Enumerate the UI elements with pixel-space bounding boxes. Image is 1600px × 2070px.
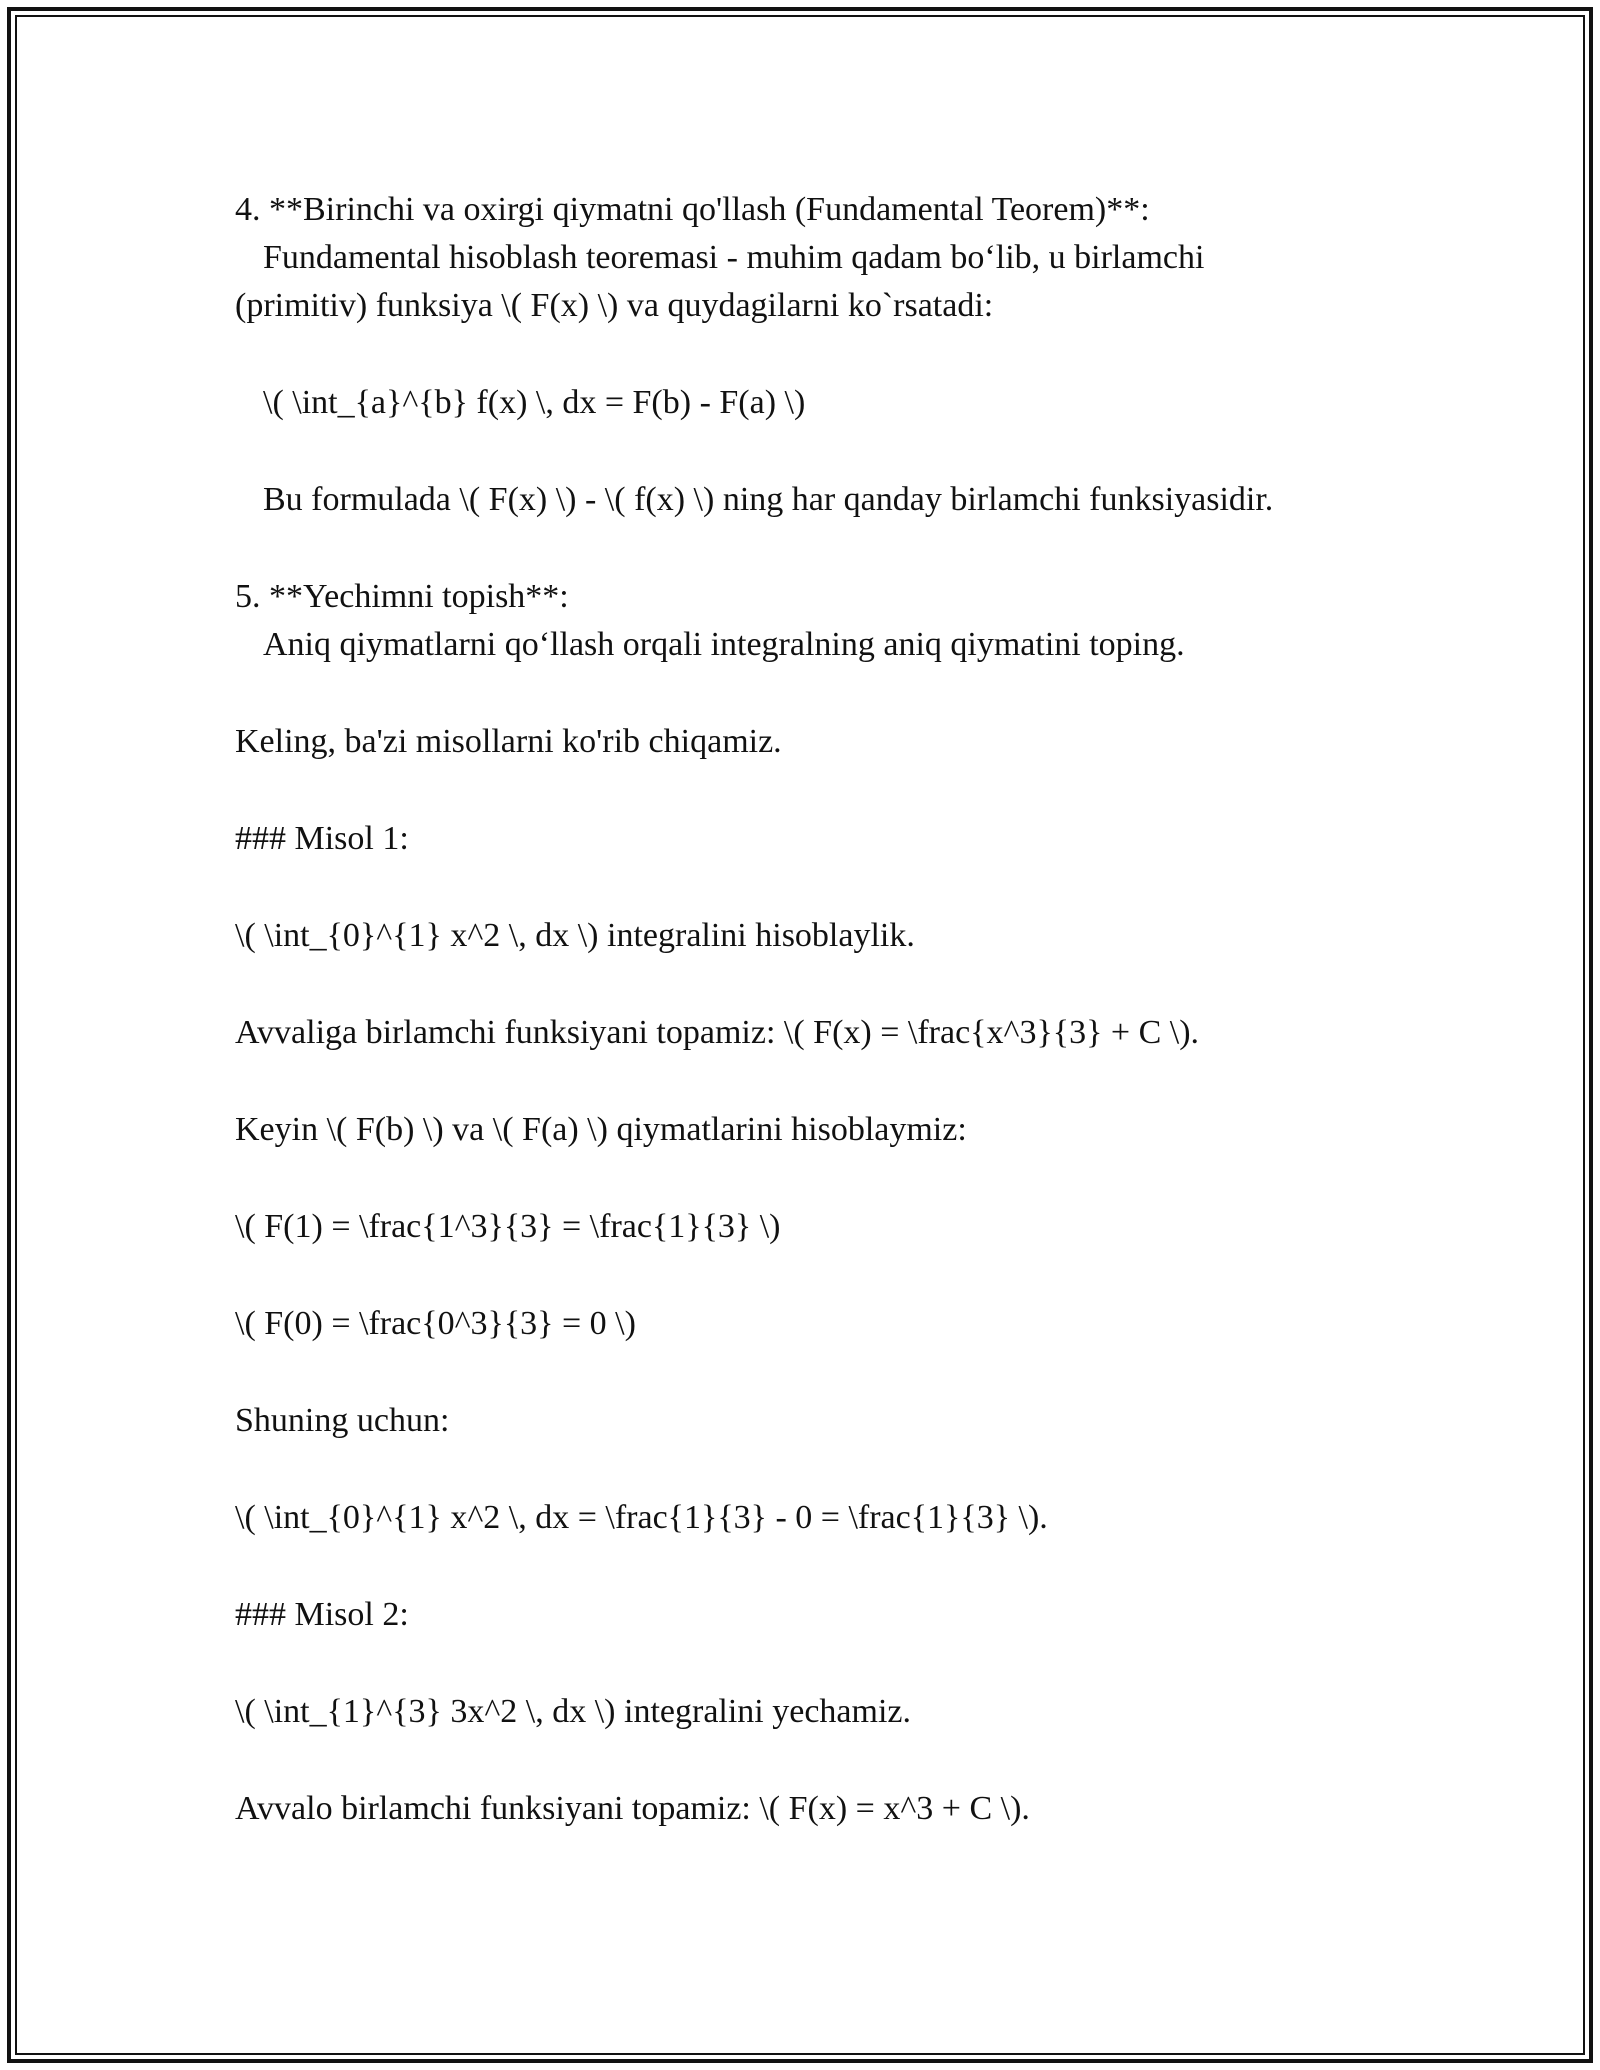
example-2-integral: \( \int_{1}^{3} 3x^2 \, dx \) integralini yechamiz.: [235, 1693, 911, 1730]
example-1-result: \( \int_{0}^{1} x^2 \, dx = \frac{1}{3} - 0 = \frac{1}{3} \).: [235, 1499, 1048, 1536]
example-1-antiderivative: Avvaliga birlamchi funksiyani topamiz: \( F(x) = \frac{x^3}{3} + C \).: [235, 1014, 1200, 1051]
example-1-integral: \( \int_{0}^{1} x^2 \, dx \) integralini hisoblaylik.: [235, 917, 915, 954]
example-2-antiderivative: Avvalo birlamchi funksiyani topamiz: \( F(x) = x^3 + C \).: [235, 1790, 1030, 1827]
example-1-therefore: Shuning uchun:: [235, 1402, 450, 1439]
step-5-text: Aniq qiymatlarni qo‘llash orqali integralning aniq qiymatini toping.: [263, 626, 1185, 663]
step-4-heading: 4. **Birinchi va oxirgi qiymatni qo'llash (Fundamental Teorem)**:: [235, 191, 1150, 228]
example-1-heading: ### Misol 1:: [235, 820, 409, 857]
example-1-f0: \( F(0) = \frac{0^3}{3} = 0 \): [235, 1305, 636, 1342]
example-1-f1: \( F(1) = \frac{1^3}{3} = \frac{1}{3} \): [235, 1208, 781, 1245]
formula-explanation: Bu formulada \( F(x) \) - \( f(x) \) ning har qanday birlamchi funksiyasidir.: [263, 481, 1274, 518]
step-4-text-line-1: Fundamental hisoblash teoremasi - muhim qadam bo‘lib, u birlamchi: [263, 239, 1205, 276]
example-1-evaluate-intro: Keyin \( F(b) \) va \( F(a) \) qiymatlarini hisoblaymiz:: [235, 1111, 967, 1148]
step-5-heading: 5. **Yechimni topish**:: [235, 578, 569, 615]
fundamental-theorem-formula: \( \int_{a}^{b} f(x) \, dx = F(b) - F(a) \): [263, 384, 806, 421]
examples-intro: Keling, ba'zi misollarni ko'rib chiqamiz.: [235, 723, 782, 760]
example-2-heading: ### Misol 2:: [235, 1596, 409, 1633]
step-4-text-line-2: (primitiv) funksiya \( F(x) \) va quydagilarni ko`rsatadi:: [235, 287, 994, 324]
